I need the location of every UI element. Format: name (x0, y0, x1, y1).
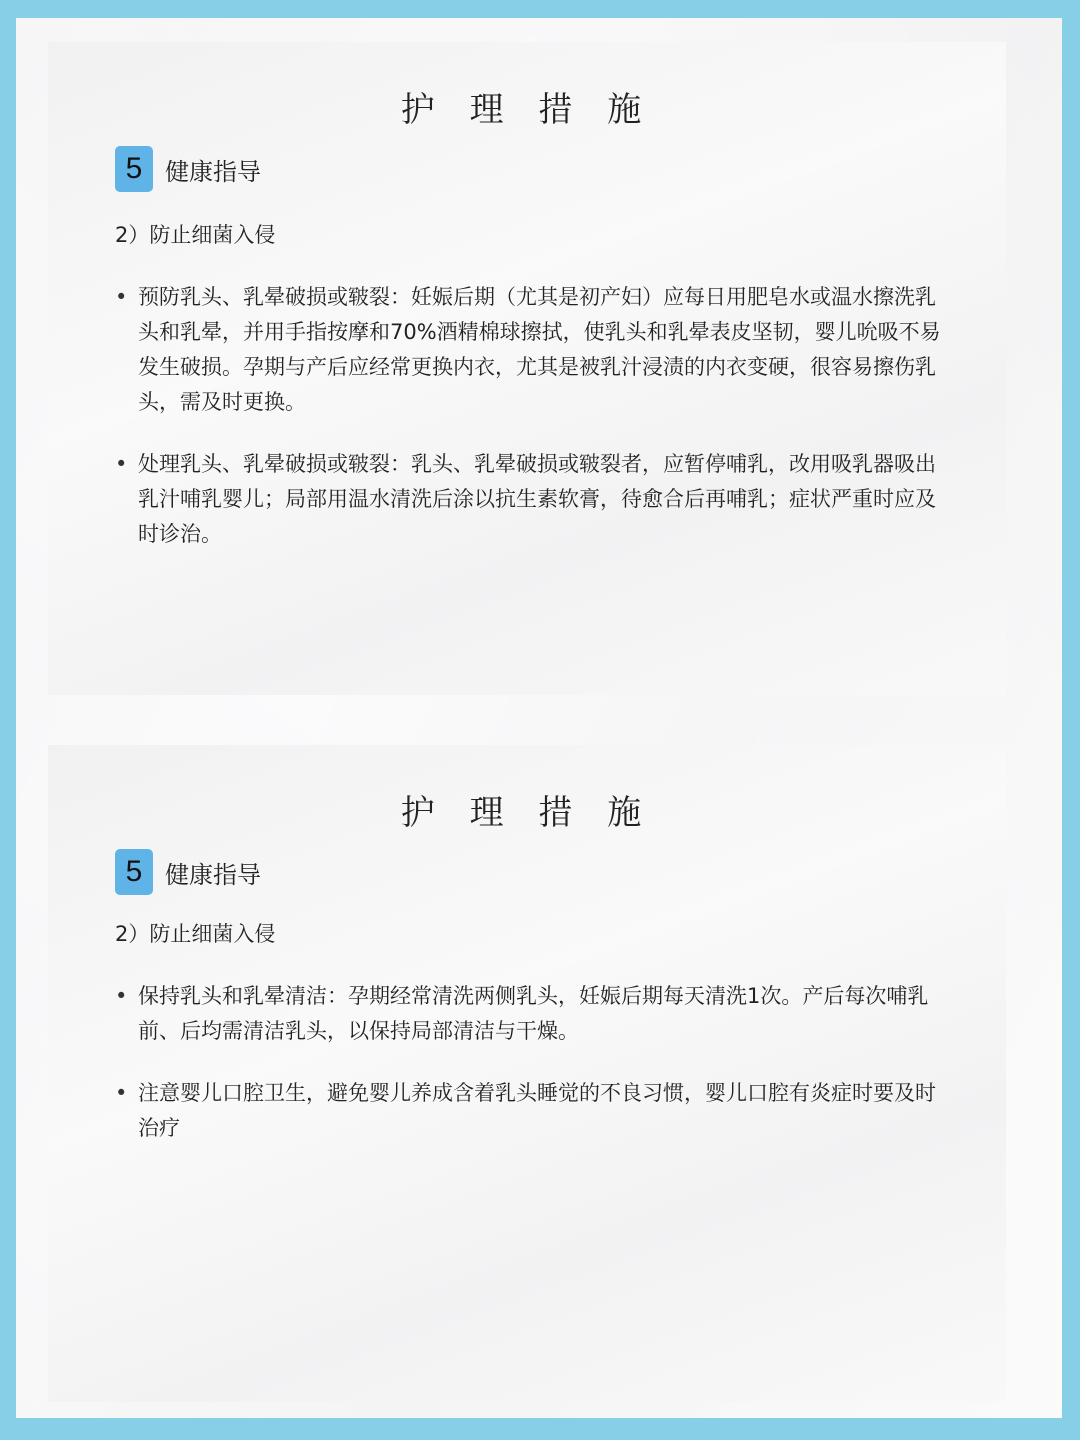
bullet-text: 注意婴儿口腔卫生，避免婴儿养成含着乳头睡觉的不良习惯，婴儿口腔有炎症时要及时治疗 (138, 1081, 936, 1140)
section-label: 健康指导 (165, 157, 261, 186)
slide-title: 护 理 措 施 (400, 793, 654, 833)
bullet-dot-icon: • (115, 285, 128, 309)
bullet-item (115, 979, 945, 1049)
subheading: 2）防止细菌入侵 (115, 922, 276, 946)
slide-title: 护 理 措 施 (400, 90, 654, 130)
bullet-dot-icon: • (115, 1081, 128, 1105)
bullet-item (115, 280, 945, 420)
bullet-dot-icon: • (115, 452, 128, 476)
bullet-list (115, 979, 945, 1173)
bullet-item (115, 1076, 945, 1146)
subheading: 2）防止细菌入侵 (115, 223, 276, 247)
bullet-text: 保持乳头和乳晕清洁：孕期经常清洗两侧乳头，妊娠后期每天清洗1次。产后每次哺乳前、后均需清洁乳头，以保持局部清洁与干燥。 (138, 984, 929, 1043)
slide-2 (48, 745, 1006, 1402)
section-number-badge: 5 (115, 146, 153, 192)
bullet-dot-icon: • (115, 984, 128, 1008)
section-number-badge: 5 (115, 849, 153, 895)
bullet-list (115, 280, 945, 579)
bullet-text: 预防乳头、乳晕破损或皲裂：妊娠后期（尤其是初产妇）应每日用肥皂水或温水擦洗乳头和乳晕，并用手指按摩和70%酒精棉球擦拭，使乳头和乳晕表皮坚韧，婴儿吮吸不易发生破损。孕期与产后应经常更换内衣，尤其是被乳汁浸渍的内衣变硬，很容易擦伤乳头，需及时更换。 (138, 285, 941, 414)
bullet-text: 处理乳头、乳晕破损或皲裂：乳头、乳晕破损或皲裂者，应暂停哺乳，改用吸乳器吸出乳汁哺乳婴儿；局部用温水清洗后涂以抗生素软膏，待愈合后再哺乳；症状严重时应及时诊治。 (138, 452, 936, 546)
section-label: 健康指导 (165, 860, 261, 889)
section-heading (115, 849, 261, 895)
bullet-item (115, 447, 945, 552)
slide-1 (48, 42, 1006, 695)
section-heading (115, 146, 261, 192)
